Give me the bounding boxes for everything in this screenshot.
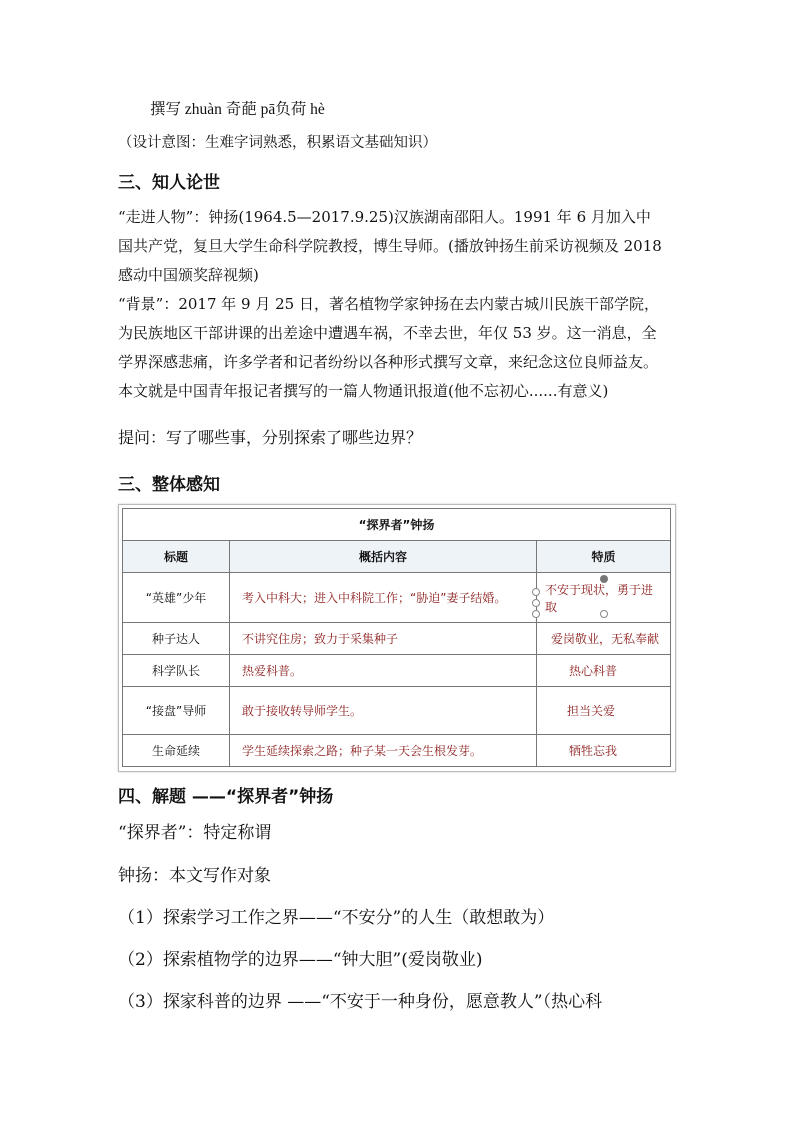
table-caption: “探界者”钟扬	[123, 509, 671, 541]
pinyin-line: 撰写 zhuàn 奇葩 pā负荷 hè	[150, 101, 325, 118]
list-item: （2）探索植物学的边界——“钟大胆”(爱岗敬业)	[118, 950, 483, 970]
row-title: “英雄”少年	[123, 573, 230, 623]
column-header-title: 标题	[123, 541, 230, 573]
row-trait: 担当关爱	[537, 687, 671, 735]
table-row	[123, 623, 671, 655]
text-line: 为民族地区干部讲课的出差途中遭遇车祸，不幸去世，年仅 53 岁。这一消息，全	[118, 324, 657, 342]
row-trait: 不安于现状，勇于进取	[537, 573, 671, 623]
resize-handle-icon[interactable]	[532, 599, 540, 607]
rotate-handle-icon[interactable]	[600, 575, 608, 583]
text-line: “背景”：2017 年 9 月 25 日，著名植物学家钟扬在去内蒙古城川民族干部学院，	[118, 295, 659, 313]
row-title: 种子达人	[123, 623, 230, 655]
row-content: 学生延续探索之路；种子某一天会生根发芽。	[230, 735, 537, 767]
section-heading-know-person: 三、知人论世	[118, 173, 220, 193]
resize-handle-icon[interactable]	[532, 588, 540, 596]
text-line: 感动中国颁奖辞视频)	[118, 266, 259, 284]
text-line: 学界深感悲痛，许多学者和记者纷纷以各种形式撰写文章，来纪念这位良师益友。	[118, 353, 659, 371]
design-intent: （设计意图：生难字词熟悉，积累语文基础知识）	[118, 135, 437, 151]
list-item: （1）探索学习工作之界——“不安分”的人生（敢想敢为）	[118, 908, 555, 928]
summary-table	[122, 508, 671, 767]
row-content: 不讲究住房；致力于采集种子	[230, 623, 537, 655]
row-trait: 爱岗敬业，无私奉献	[537, 623, 671, 655]
question-line: 提问：写了哪些事，分别探索了哪些边界？	[118, 428, 423, 447]
column-header-trait: 特质	[537, 541, 671, 573]
resize-handle-icon[interactable]	[532, 610, 540, 618]
resize-handle-icon[interactable]	[600, 610, 608, 618]
row-title: 科学队长	[123, 655, 230, 687]
text-line: 国共产党，复旦大学生命科学院教授，博生导师。(播放钟扬生前采访视频及 2018	[118, 237, 662, 255]
table-row	[123, 655, 671, 687]
section-heading-overall: 三、整体感知	[118, 475, 220, 495]
row-content: 热爱科普。	[230, 655, 537, 687]
table-row	[123, 735, 671, 767]
section-heading-title-analysis: 四、解题 ——“探界者”钟扬	[118, 787, 334, 807]
row-title: 生命延续	[123, 735, 230, 767]
table-row	[123, 573, 671, 623]
summary-table-image	[118, 504, 676, 772]
row-content: 敢于接收转导师学生。	[230, 687, 537, 735]
term-definition: “探界者”：特定称谓	[118, 823, 272, 843]
subject-line: 钟扬：本文写作对象	[118, 866, 271, 886]
column-header-content: 概括内容	[230, 541, 537, 573]
row-content: 考入中科大；进入中科院工作；“胁迫”妻子结婚。	[230, 573, 537, 623]
table-row	[123, 687, 671, 735]
row-title: “接盘”导师	[123, 687, 230, 735]
list-item: （3）探家科普的边界 ——“不安于一种身份，愿意教人”（热心科	[118, 992, 603, 1012]
text-line: 本文就是中国青年报记者撰写的一篇人物通讯报道(他不忘初心......有意义)	[118, 382, 609, 400]
row-trait: 牺牲忘我	[537, 735, 671, 767]
row-trait: 热心科普	[537, 655, 671, 687]
paragraph-intro	[118, 203, 678, 406]
text-line: “走进人物”：钟扬(1964.5—2017.9.25)汉族湖南邵阳人。1991 年 6 月加入中	[118, 208, 651, 226]
